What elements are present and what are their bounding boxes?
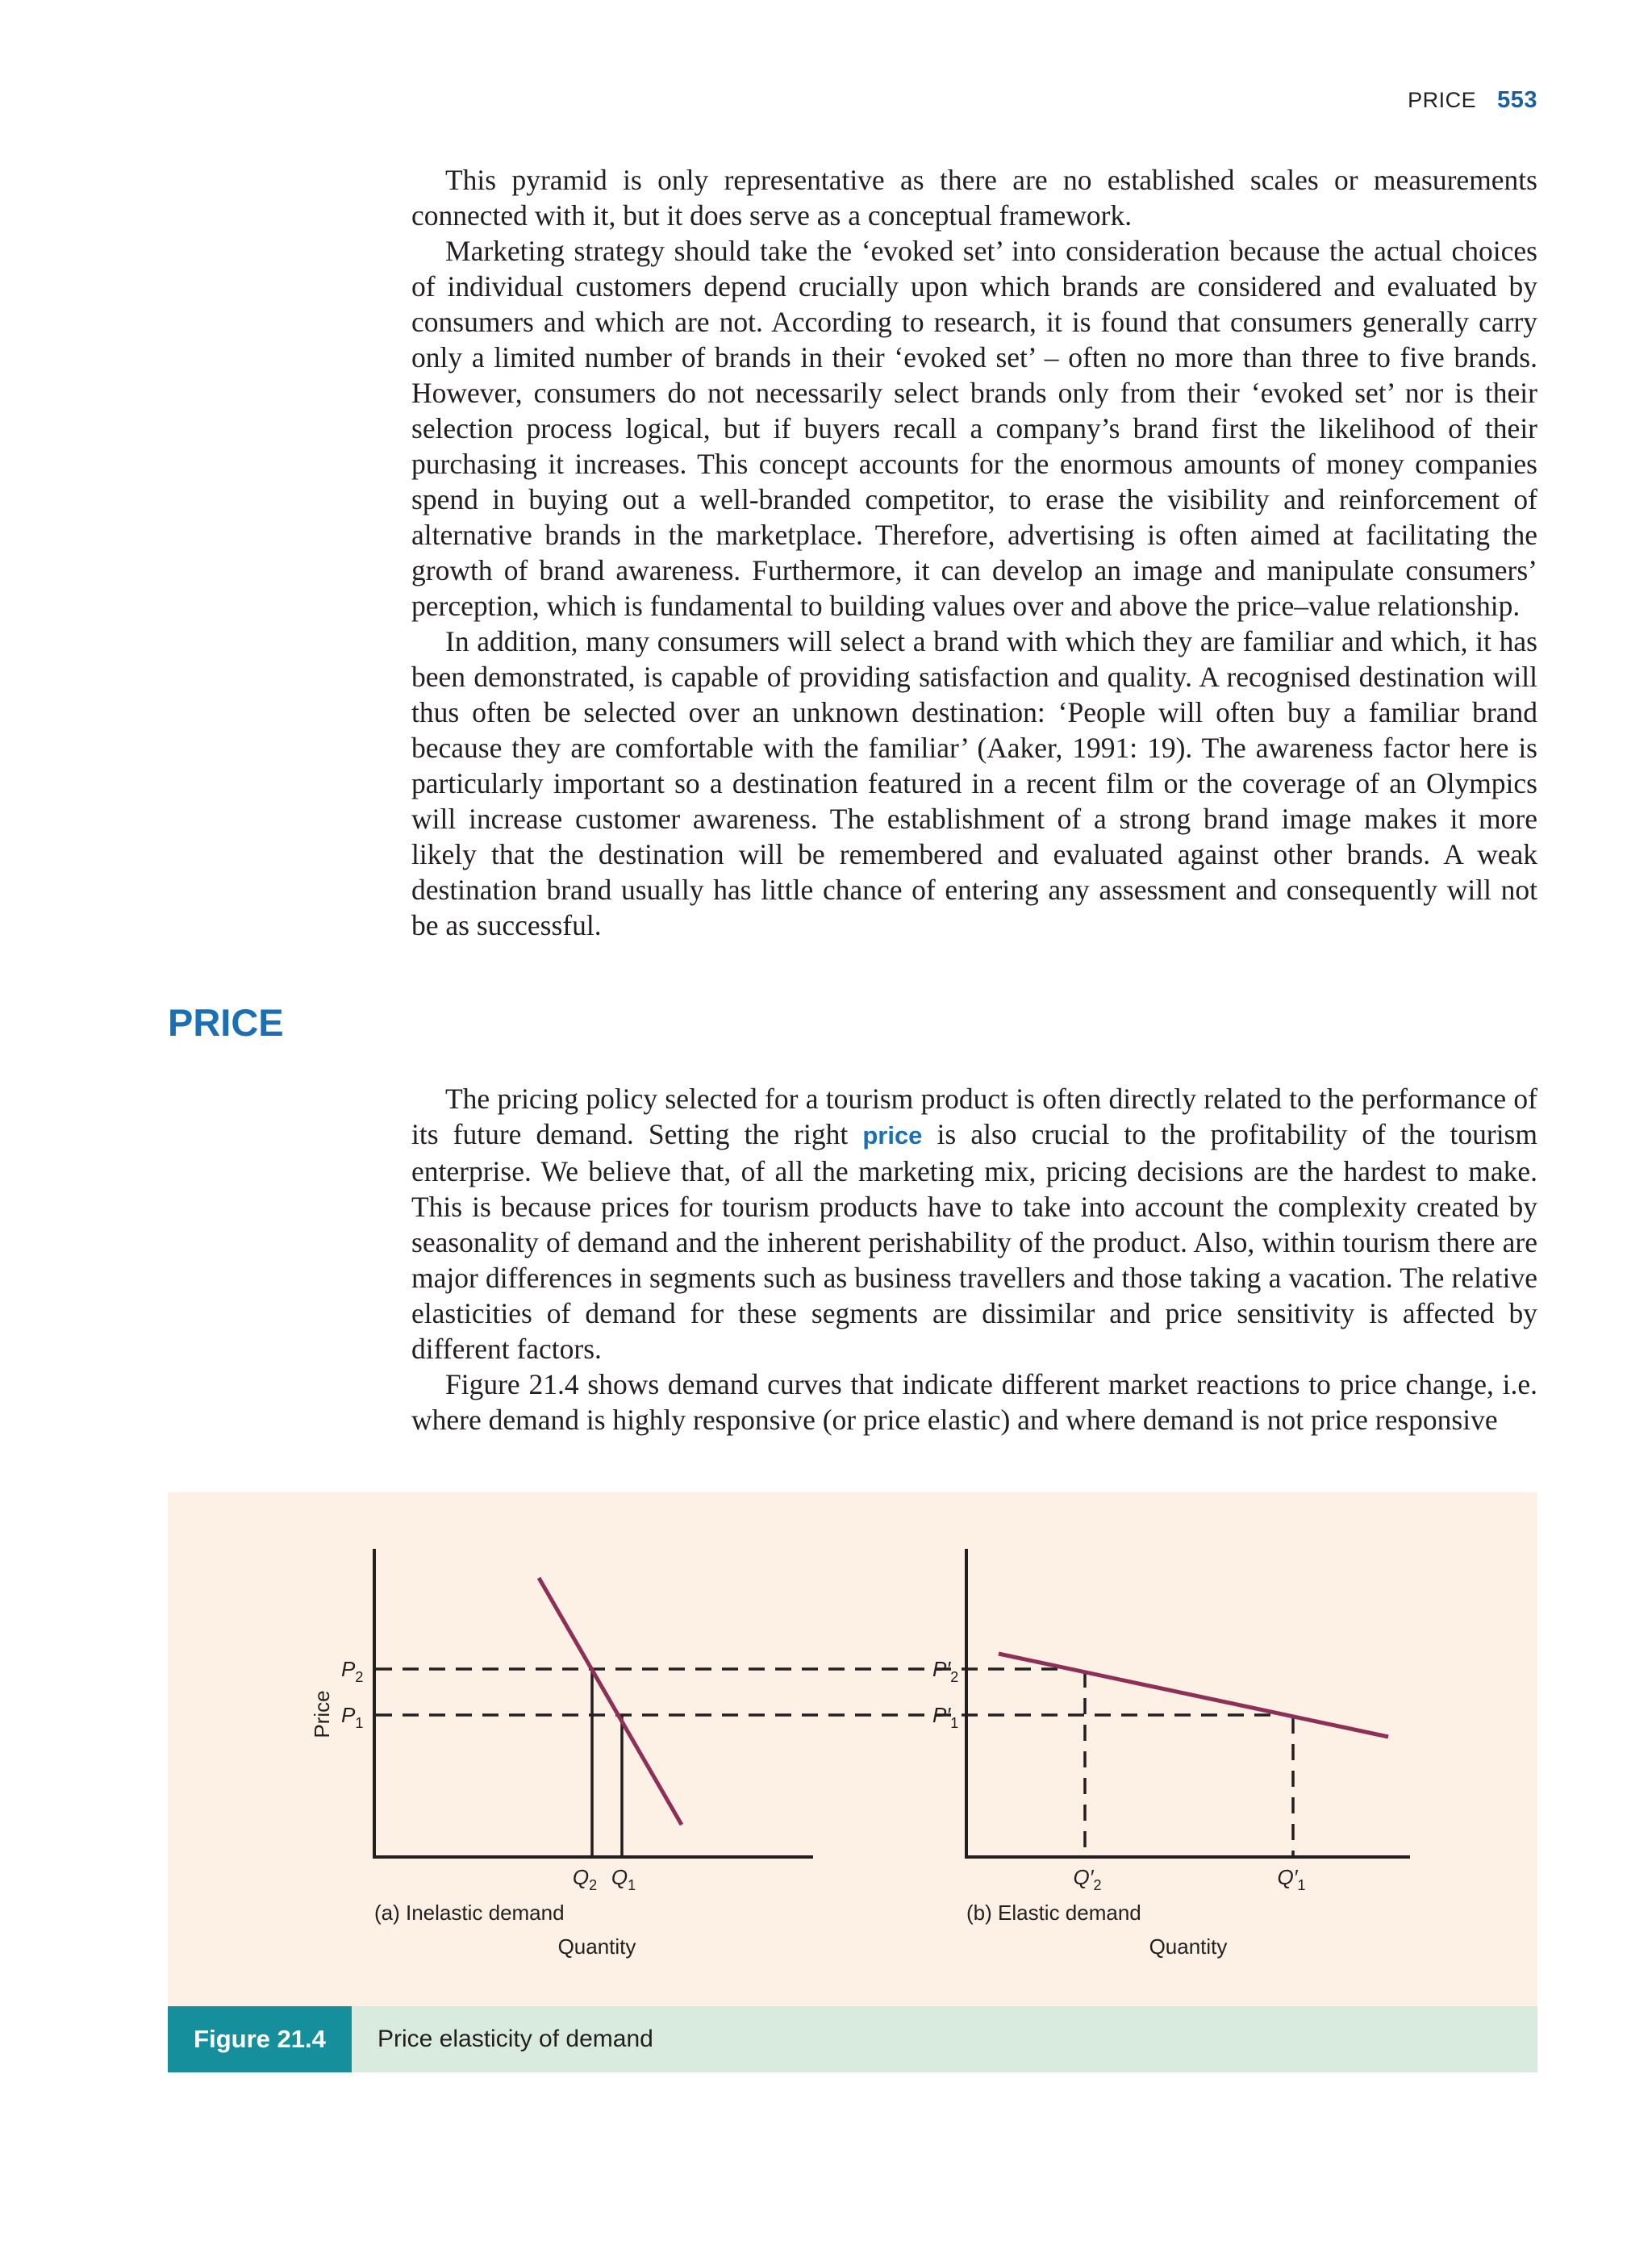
- section-heading: PRICE: [168, 1001, 284, 1044]
- figure-number: Figure 21.4: [168, 2006, 352, 2072]
- panel-a-q1-label: $Q_1$: [611, 1865, 636, 1893]
- page-number: 553: [1497, 87, 1537, 113]
- paragraph: In addition, many consumers will select a brand with which they are familiar and which, it has been demonstrated, is capable of providing satisfaction and quality. A recognised destination will thus often be selected over an unknown destination: ‘People will often buy a familiar brand because they are comfortable with the familiar’ (Aaker, 1991: 19). The awareness factor here is particularly important so a destination featured in a recent film or the coverage of an Olympics will increase customer awareness. The establishment of a strong brand image makes it more likely that the destination will be remembered and evaluated against other brands. A weak destination brand usually has little chance of entering any assessment and consequently will not be as successful.: [411, 625, 1537, 941]
- body-text-block-2: [411, 1081, 1537, 1438]
- panel-a-p1-label: $P_1$: [341, 1703, 364, 1731]
- running-head-section: PRICE: [1408, 88, 1477, 112]
- panel-a-x-axis-label: Quantity: [557, 1934, 636, 1959]
- paragraph-text: The pricing policy selected for a tourism product is often directly related to the performance of its future demand. Setting the right: [411, 1083, 1537, 1150]
- figure-title: Price elasticity of demand: [378, 2026, 653, 2052]
- paragraph: [411, 1081, 1537, 1367]
- glossary-keyword: price: [862, 1121, 923, 1150]
- panel-b-x-axis-label: Quantity: [1149, 1934, 1228, 1959]
- panel-a-caption: (a) Inelastic demand: [374, 1901, 565, 1925]
- panel-b-caption: (b) Elastic demand: [966, 1901, 1141, 1925]
- demand-curves-diagram: [168, 1492, 1537, 2006]
- panel-b-p1-label: $P'_1$: [932, 1703, 959, 1731]
- panel-b-q2-label: $Q'_2$: [1073, 1865, 1102, 1893]
- panel-b-demand-curve: [999, 1654, 1388, 1737]
- panel-a-demand-curve: [539, 1578, 682, 1825]
- figure-panel: [168, 1492, 1537, 2006]
- panel-b-q1-label: $Q'_1$: [1277, 1865, 1306, 1893]
- panel-a-q2-label: $Q_2$: [572, 1865, 598, 1893]
- panel-a-p2-label: $P_2$: [341, 1657, 364, 1685]
- panel-b-p2-label: $P'_2$: [932, 1657, 959, 1685]
- body-text-block-1: [411, 162, 1537, 943]
- running-head: [1408, 87, 1537, 114]
- y-axis-label: Price: [310, 1690, 334, 1738]
- paragraph: This pyramid is only representative as there are no established scales or measurements connected with it, but it does serve as a conceptual framework.: [411, 164, 1537, 232]
- figure-caption-bar: [168, 2006, 1537, 2072]
- paragraph-text: is also crucial to the profitability of the tourism enterprise. We believe that, of all the marketing mix, pricing decisions are the hardest to make. This is because prices for tourism products have to take into account the complexity created by seasonality of demand and the inherent perishability of the product. Also, within tourism there are major differences in segments such as business travellers and those taking a vacation. The relative elasticities of demand for these segments are dissimilar and price sensitivity is affected by different factors.: [411, 1118, 1537, 1365]
- paragraph: Figure 21.4 shows demand curves that indicate different market reactions to price change, i.e. where demand is highly responsive (or price elastic) and where demand is not price responsive: [411, 1368, 1537, 1436]
- paragraph: Marketing strategy should take the ‘evoked set’ into consideration because the actual choices of individual customers depend crucially upon which brands are considered and evaluated by consumers and which are not. According to research, it is found that consumers generally carry only a limited number of brands in their ‘evoked set’ – often no more than three to five brands. However, consumers do not necessarily select brands only from their ‘evoked set’ nor is their selection process logical, but if buyers recall a company’s brand first the likelihood of their purchasing it increases. This concept accounts for the enormous amounts of money companies spend in buying out a well-branded competitor, to erase the visibility and reinforcement of alternative brands in the marketplace. Therefore, advertising is often aimed at facilitating the growth of brand awareness. Furthermore, it can develop an image and manipulate consumers’ perception, which is fundamental to building values over and above the price–value relationship.: [411, 235, 1537, 622]
